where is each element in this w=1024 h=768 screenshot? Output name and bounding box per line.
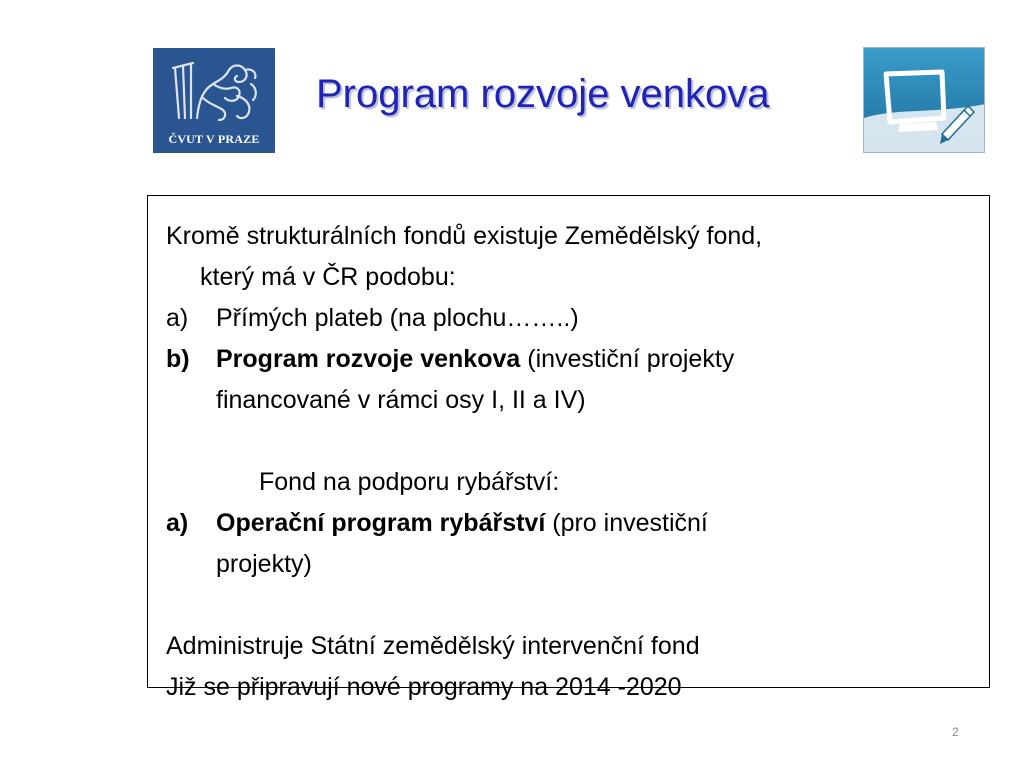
- list-item-b-continued: financované v rámci osy I, II a IV): [216, 386, 586, 414]
- list-item-text: (investiční projekty: [520, 345, 735, 373]
- list-marker: b): [166, 345, 190, 373]
- spacer: [166, 421, 986, 462]
- intro-text: Kromě strukturálních fondů existuje Zemědělský fond,: [166, 222, 763, 250]
- spacer: [166, 585, 986, 626]
- page-title: Program rozvoje venkova: [316, 72, 770, 116]
- list-item-c-continued: projekty): [216, 550, 312, 578]
- computer-monitor-pen-icon: [864, 48, 985, 153]
- list-marker: a): [166, 304, 189, 332]
- computer-logo: [863, 47, 985, 153]
- list-item-bold-text: Operační program rybářství: [216, 509, 546, 537]
- intro-text-continued: který má v ČR podobu:: [200, 263, 456, 291]
- slide-body: [166, 216, 986, 708]
- fund-heading: Fond na podporu rybářství:: [259, 468, 560, 496]
- closing-text: Administruje Státní zemědělský intervenční fond: [166, 632, 700, 660]
- list-item-a: [166, 298, 986, 339]
- list-item-text: Přímých plateb (na plochu……..): [216, 304, 579, 332]
- closing-text: Již se připravují nové programy na 2014 -2020: [166, 673, 682, 701]
- list-item-b: [166, 339, 986, 380]
- list-item-bold-text: Program rozvoje venkova: [216, 345, 521, 373]
- page-number: 2: [952, 725, 959, 739]
- list-item-c: [166, 503, 986, 544]
- logo-text: ČVUT V PRAZE: [168, 132, 260, 146]
- list-item-text: (pro investiční: [545, 509, 708, 537]
- list-marker: a): [166, 509, 189, 537]
- cvut-logo: [153, 48, 275, 153]
